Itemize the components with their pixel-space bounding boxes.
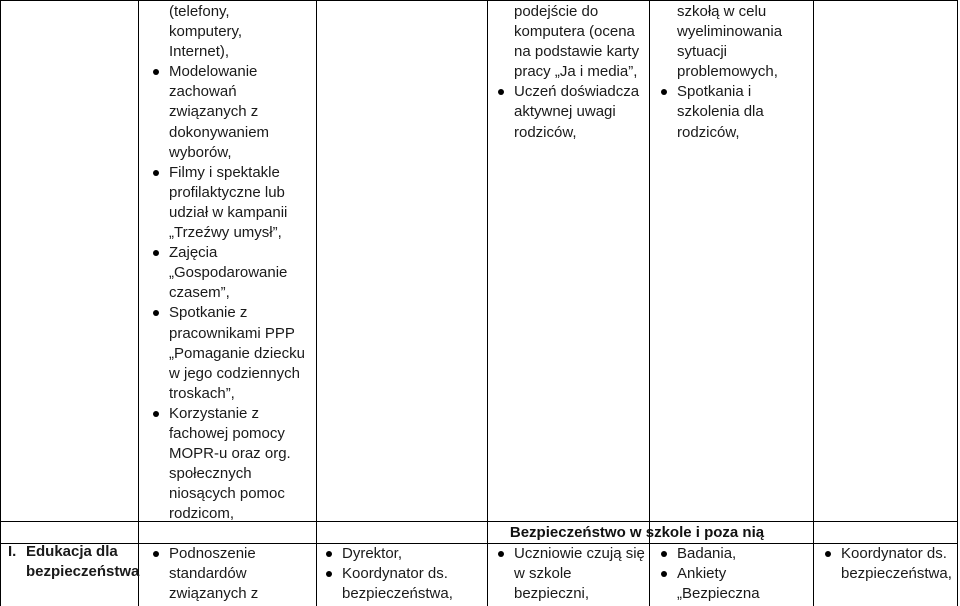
line: fachowej pomocy [169, 424, 285, 442]
line: szkołą w celu [677, 3, 767, 20]
line: „Bezpieczna [677, 585, 760, 603]
line: MOPR-u oraz org. [169, 445, 291, 463]
line: bezpieczni, [514, 585, 590, 603]
bullet-item: Modelowanie [145, 62, 313, 82]
line: „Pomaganie dziecku [169, 344, 305, 362]
cell-outcomes-continued [490, 2, 648, 143]
line: profilaktyczne lub [169, 183, 285, 201]
bullet-item: Korzystanie z [145, 404, 313, 424]
table-divider-3 [487, 0, 488, 606]
line: związanych z [169, 103, 259, 121]
line: pracownikami PPP [169, 324, 295, 342]
line: rodziców, [514, 123, 577, 141]
line: w jego codziennych [169, 364, 300, 382]
table-border-right [957, 0, 958, 606]
line: bezpieczeństwa, [342, 585, 453, 603]
cell-evaluation-continued [653, 2, 813, 143]
line: wyeliminowania [677, 23, 783, 41]
table-divider-2 [316, 0, 317, 606]
line: sytuacji [677, 43, 728, 61]
line: wyborów, [169, 143, 232, 161]
line: troskach”, [169, 384, 235, 402]
bullet-item: Koordynator ds. [817, 544, 957, 564]
line: bezpieczeństwa, [841, 565, 952, 583]
cell-row2-coordinator [817, 544, 957, 584]
cell-row2-activities [145, 544, 313, 604]
cell-row2-outcomes [490, 544, 648, 604]
bullet-item: Uczniowie czują się [490, 544, 648, 564]
line: dokonywaniem [169, 123, 270, 141]
bullet-item: Spotkania i [653, 82, 813, 102]
line: „Trzeźwy umysł”, [169, 224, 282, 242]
line: „Gospodarowanie [169, 264, 288, 282]
bullet-item: Zajęcia [145, 243, 313, 263]
bullet-item: Spotkanie z [145, 303, 313, 323]
line: związanych z [169, 585, 259, 603]
line: szkolenia dla [677, 103, 764, 121]
line: czasem”, [169, 284, 230, 302]
line: w szkole [514, 565, 572, 583]
line: (telefony, [169, 3, 230, 20]
bullet-item: Filmy i spektakle [145, 163, 313, 183]
table-border-left [0, 0, 1, 606]
line: pracy „Ja i media”, [514, 63, 638, 81]
bullet-item: Dyrektor, [318, 544, 486, 564]
line: społecznych [169, 465, 252, 483]
bullet-item: Podnoszenie [145, 544, 313, 564]
section-name: Edukacja dla bezpieczeństwa [26, 543, 140, 581]
line: aktywnej uwagi [514, 103, 616, 121]
line: niosących pomoc [169, 485, 285, 503]
line: komputery, [169, 23, 243, 41]
bullet-item: Koordynator ds. [318, 564, 486, 584]
bullet-item: Ankiety [653, 564, 813, 584]
table-divider-4 [649, 0, 650, 606]
line: zachowań [169, 83, 237, 101]
bullet-item: Uczeń doświadcza [490, 82, 648, 102]
line: rodzicom, [169, 505, 235, 523]
line: rodziców, [677, 123, 740, 141]
line: komputera (ocena [514, 23, 635, 41]
section-number: I. [8, 543, 17, 560]
section-header: Bezpieczeństwo w szkole i poza nią [509, 524, 765, 541]
table-divider-5 [813, 0, 814, 606]
table-divider-1 [138, 0, 139, 606]
line: Internet), [169, 43, 230, 61]
line: problemowych, [677, 63, 778, 81]
bullet-item: Badania, [653, 544, 813, 564]
cell-row2-responsible [318, 544, 486, 604]
line: standardów [169, 565, 247, 583]
cell-row2-evaluation [653, 544, 813, 604]
line: podejście do [514, 3, 599, 20]
cell-activities-continued [145, 2, 313, 524]
table-border-top [0, 0, 958, 1]
line: udział w kampanii [169, 203, 288, 221]
line: na podstawie karty [514, 43, 640, 61]
